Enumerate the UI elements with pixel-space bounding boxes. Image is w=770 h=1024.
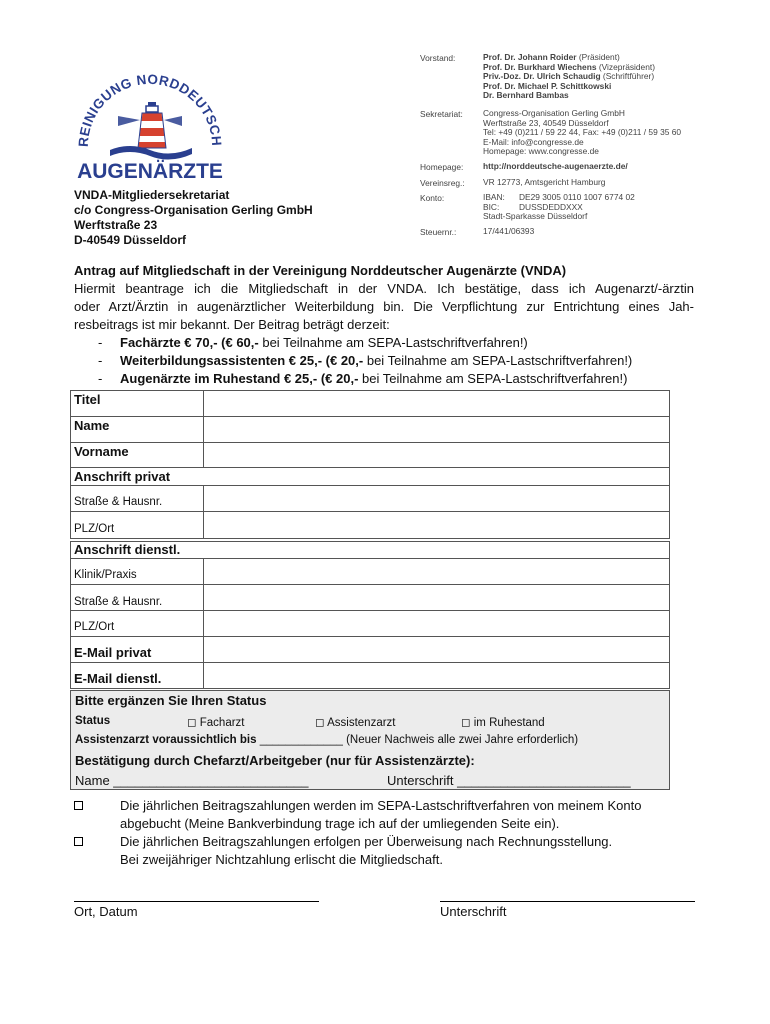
klinik-label: Klinik/Praxis	[74, 569, 137, 581]
konto-label: Konto:	[420, 193, 445, 203]
address-line: D-40549 Düsseldorf	[74, 233, 187, 247]
sekretariat-line: Homepage: www.congresse.de	[483, 146, 599, 157]
homepage-label: Homepage:	[420, 162, 464, 172]
plz-label: PLZ/Ort	[74, 523, 115, 535]
checkbox-icon[interactable]	[74, 801, 83, 810]
logo-name: AUGENÄRZTE	[77, 160, 223, 183]
fee-item: - Weiterbildungsassistenten € 25,- (€ 20,- bei Teilnahme am SEPA-Lastschriftverfahren!)	[74, 352, 694, 370]
fee-list	[74, 334, 694, 388]
vorstand-label: Vorstand:	[420, 53, 456, 63]
section-anschrift-dienstl	[70, 541, 670, 558]
bic-label: BIC:	[483, 201, 500, 212]
payment-option-sepa[interactable]: Die jährlichen Beitragszahlungen werden im SEPA-Lastschriftverfahren von meinem Konto abgebucht (Meine Bankverbindung trage ich auf der umliegenden Seite ein).	[74, 797, 704, 833]
association-info	[420, 53, 681, 237]
steuer-value: 17/441/06393	[483, 226, 535, 236]
form-row-titel	[70, 390, 670, 416]
homepage-link[interactable]: http://norddeutsche-augenaerzte.de/	[483, 161, 628, 171]
board-member: Prof. Dr. Johann Roider (Präsident)	[483, 52, 620, 62]
form-row-name	[70, 416, 670, 442]
iban-value: DE29 3005 0110 1007 6774 02	[519, 192, 635, 202]
titel-label: Titel	[74, 392, 101, 407]
status-options	[75, 715, 665, 727]
email-privat-field[interactable]	[203, 637, 669, 662]
option-assistenzarzt[interactable]: ◻ Assistenzarzt	[315, 717, 396, 729]
email-privat-label: E-Mail privat	[74, 645, 152, 660]
recipient-address	[74, 188, 313, 248]
name-label: Name	[74, 418, 110, 433]
board-member: Prof. Dr. Burkhard Wiechens (Vizepräsident)	[483, 61, 655, 72]
iban-label: IBAN:	[483, 192, 505, 202]
sekretariat-label: Sekretariat:	[420, 109, 463, 119]
option-facharzt[interactable]: ◻ Facharzt	[187, 717, 245, 729]
intro-line: resbeitrags ist mir bekannt. Der Beitrag beträgt derzeit:	[74, 317, 390, 332]
board-member: Prof. Dr. Michael P. Schittkowski	[483, 80, 612, 91]
titel-field[interactable]	[203, 391, 669, 416]
address-line: Werftstraße 23	[74, 218, 158, 232]
intro-line: Hiermit beantrage ich die Mitgliedschaft in der VNDA. Ich bestätige, dass ich Augenarzt/-ärztin	[74, 281, 694, 296]
status-label: Status	[75, 715, 111, 727]
email-dienstl-field[interactable]	[203, 663, 669, 688]
fee-item: - Fachärzte € 70,- (€ 60,- bei Teilnahme am SEPA-Lastschriftverfahren!)	[74, 334, 694, 352]
fee-item: - Augenärzte im Ruhestand € 25,- (€ 20,- bei Teilnahme am SEPA-Lastschriftverfahren!)	[74, 370, 694, 388]
sekretariat-line: Tel: +49 (0)211 / 59 22 44, Fax: +49 (0)211 / 59 35 60	[483, 127, 682, 138]
status-heading: Bitte ergänzen Sie Ihren Status	[75, 693, 267, 708]
sekretariat-line: Congress-Organisation Gerling GmbH	[483, 108, 625, 118]
application-intro	[74, 262, 694, 388]
email-dienstl-label: E-Mail dienstl.	[74, 671, 162, 686]
address-line: c/o Congress-Organisation Gerling GmbH	[74, 203, 313, 217]
assist-date-blank[interactable]: _____________	[259, 734, 343, 746]
board-member: Dr. Bernhard Bambas	[483, 90, 569, 101]
form-row-strasse2	[70, 584, 670, 610]
signature-place-date[interactable]: Ort, Datum	[74, 893, 319, 919]
intro-line: oder Arzt/Ärztin in augenärztlicher Weiterbildung bin. Die Verpflichtung zur Entrichtung eines Jah-	[74, 299, 694, 314]
name-field[interactable]	[203, 417, 669, 442]
form-row-klinik	[70, 558, 670, 584]
form-row-vorname	[70, 442, 670, 467]
form-row-strasse	[70, 485, 670, 511]
sekretariat-line: Werftstraße 23, 40549 Düsseldorf	[483, 117, 609, 128]
form-row-plz	[70, 511, 670, 539]
confirm-heading: Bestätigung durch Chefarzt/Arbeitgeber (nur für Assistenzärzte):	[75, 753, 475, 768]
form-row-plz2	[70, 610, 670, 636]
checkbox-icon[interactable]	[74, 837, 83, 846]
confirm-lines	[75, 773, 665, 788]
form-row-email-privat	[70, 636, 670, 662]
payment-options	[74, 797, 704, 869]
vorname-field[interactable]	[203, 443, 669, 467]
plz-field[interactable]	[203, 512, 669, 538]
form-row-email-dienstl	[70, 662, 670, 689]
klinik-field[interactable]	[203, 559, 669, 584]
strasse-field[interactable]	[203, 486, 669, 511]
sekretariat-line: E-Mail: info@congresse.de	[483, 136, 584, 147]
anschrift-dienstl-heading: Anschrift dienstl.	[74, 542, 181, 557]
section-anschrift-privat	[70, 467, 670, 485]
address-line: VNDA-Mitgliedersekretariat	[74, 188, 230, 202]
supervisor-sign-line[interactable]: Unterschrift ________________________	[387, 773, 631, 788]
board-member: Priv.-Doz. Dr. Ulrich Schaudig (Schriftführer)	[483, 71, 655, 82]
bic-value: DUSSDEDDXXX	[519, 201, 583, 212]
plz2-field[interactable]	[203, 611, 669, 636]
assistant-until: Assistenzarzt voraussichtlich bis _____________ (Neuer Nachweis alle zwei Jahre erforderlich)	[75, 734, 579, 746]
application-heading: Antrag auf Mitgliedschaft in der Vereinigung Norddeutscher Augenärzte (VNDA)	[74, 263, 567, 278]
vorname-label: Vorname	[74, 444, 129, 459]
strasse2-label: Straße & Hausnr.	[74, 596, 163, 608]
vnda-logo	[70, 58, 230, 183]
strasse-label: Straße & Hausnr.	[74, 496, 163, 508]
payment-option-invoice[interactable]: Die jährlichen Beitragszahlungen erfolgen per Überweisung nach Rechnungsstellung. Bei zweijähriger Nichtzahlung erlischt die Mitgliedschaft.	[74, 833, 704, 869]
anschrift-privat-heading: Anschrift privat	[74, 469, 171, 484]
strasse2-field[interactable]	[203, 585, 669, 610]
vereinsreg-value: VR 12773, Amtsgericht Hamburg	[483, 177, 606, 187]
bank-name: Stadt-Sparkasse Düsseldorf	[483, 211, 588, 222]
steuer-label: Steuernr.:	[420, 227, 457, 237]
vereinsreg-label: Vereinsreg.:	[420, 178, 465, 188]
status-section	[70, 690, 670, 790]
supervisor-name-line[interactable]: Name ___________________________	[75, 773, 309, 788]
signature-applicant[interactable]: Unterschrift	[440, 893, 695, 919]
option-ruhestand[interactable]: ◻ im Ruhestand	[461, 717, 545, 729]
logo-arc-text: REINIGUNG NORDDEUTSCH	[75, 71, 225, 148]
plz2-label: PLZ/Ort	[74, 621, 115, 633]
